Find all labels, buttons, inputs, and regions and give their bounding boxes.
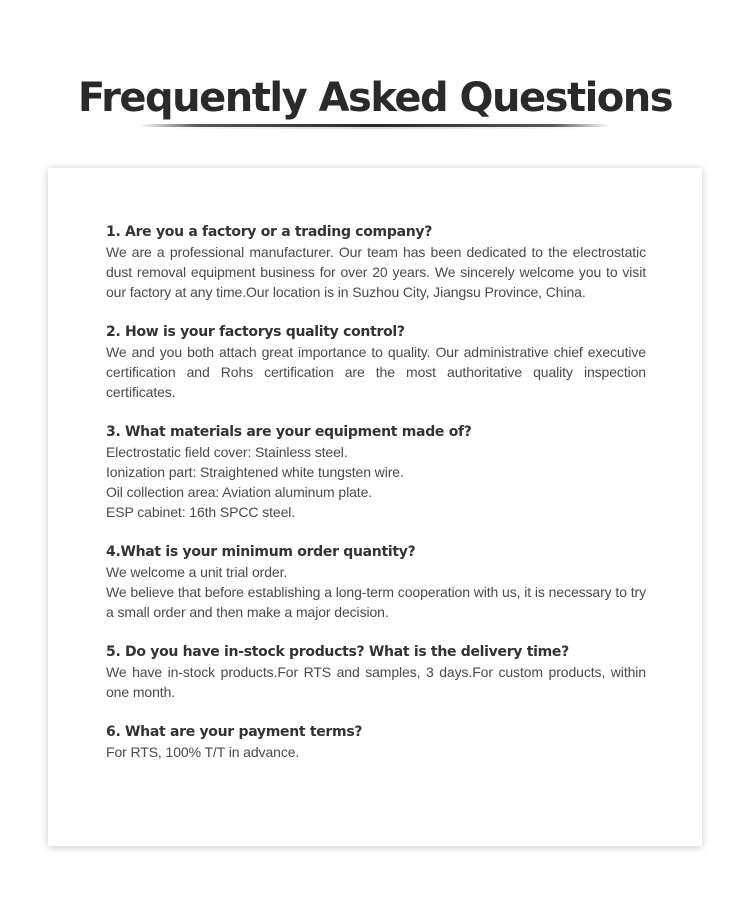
faq-answer [106,242,646,302]
faq-answer [106,562,646,622]
faq-item-materials [106,422,646,522]
faq-question: 5. Do you have in-stock products? What is the delivery time? [106,644,569,660]
faq-answer-line: Oil collection area: Aviation aluminum plate. [106,484,373,500]
faq-answer-line: We and you both attach great importance to quality. Our administrative chief executive certification and Rohs certification are the most authoritative quality inspection certificates. [106,344,646,400]
faq-question: 1. Are you a factory or a trading company? [106,224,433,240]
faq-item-quality-control [106,322,646,402]
faq-question: 6. What are your payment terms? [106,724,363,740]
faq-answer-line: We welcome a unit trial order. [106,564,288,580]
title-underline-shadow [150,127,600,129]
faq-answer-line: We believe that before establishing a long-term cooperation with us, it is necessary to try a small order and then make a major decision. [106,584,646,620]
faq-answer-line: For RTS, 100% T/T in advance. [106,744,300,760]
faq-item-payment-terms [106,722,646,762]
faq-answer-line: We have in-stock products.For RTS and samples, 3 days.For custom products, within one month. [106,664,646,700]
faq-answer [106,442,646,522]
faq-question: 3. What materials are your equipment made of? [106,424,472,440]
faq-question: 2. How is your factorys quality control? [106,324,405,340]
faq-answer [106,342,646,402]
faq-item-factory-or-trading [106,222,646,302]
faq-answer-line: ESP cabinet: 16th SPCC steel. [106,504,296,520]
faq-item-minimum-order [106,542,646,622]
faq-answer-line: Ionization part: Straightened white tungsten wire. [106,464,404,480]
faq-answer-line: We are a professional manufacturer. Our team has been dedicated to the electrostatic dust removal equipment business for over 20 years. We sincerely welcome you to visit our factory at any time.Our location is in Suzhou City, Jiangsu Province, China. [106,244,646,300]
faq-item-delivery-time [106,642,646,702]
faq-card [48,168,702,846]
faq-answer-line: Electrostatic field cover: Stainless steel. [106,444,348,460]
faq-question: 4.What is your minimum order quantity? [106,544,416,560]
faq-answer [106,662,646,702]
page-title: Frequently Asked Questions [77,75,673,121]
faq-answer [106,742,646,762]
